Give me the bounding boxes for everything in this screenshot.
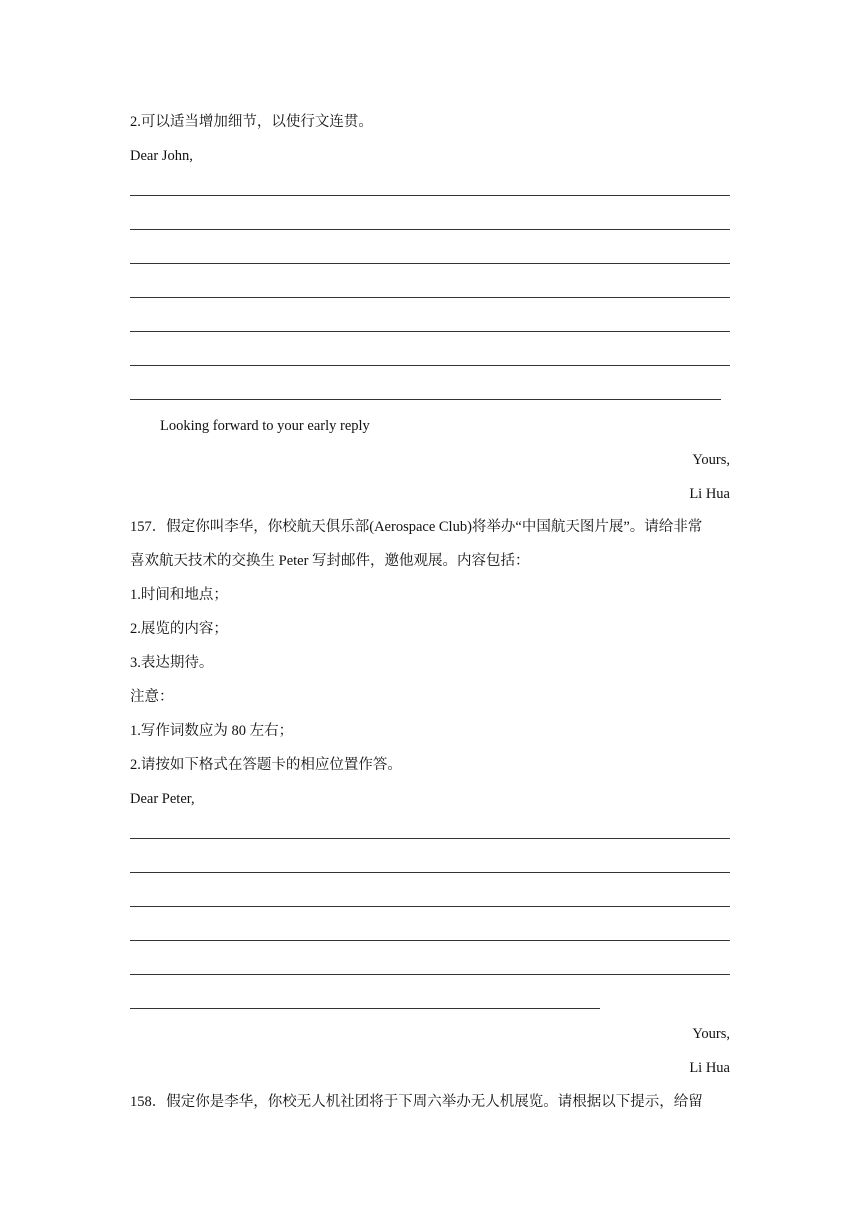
closing-line: Looking forward to your early reply: [160, 418, 370, 434]
q157-prompt-line2: 喜欢航天技术的交换生 Peter 写封邮件，邀他观展。内容包括：: [130, 553, 530, 569]
answer-line: [130, 297, 730, 298]
signature-name: Li Hua: [689, 1060, 730, 1076]
signature-yours: Yours,: [692, 1026, 730, 1042]
answer-line: [130, 331, 730, 332]
greeting-peter: Dear Peter,: [130, 791, 195, 807]
answer-line: [130, 195, 730, 196]
q157-item-3: 3.表达期待。: [130, 655, 214, 671]
answer-line: [130, 974, 730, 975]
q157-item-1: 1.时间和地点；: [130, 587, 228, 603]
answer-line: [130, 872, 730, 873]
note-item-2: 2.可以适当增加细节，以使行文连贯。: [130, 114, 373, 130]
signature-name: Li Hua: [689, 486, 730, 502]
answer-line: [130, 263, 730, 264]
q158-prompt-line1: 158．假定你是李华，你校无人机社团将于下周六举办无人机展览。请根据以下提示，给留: [130, 1094, 703, 1110]
answer-line: [130, 940, 730, 941]
answer-line: [130, 906, 730, 907]
q157-item-2: 2.展览的内容；: [130, 621, 228, 637]
answer-line: [130, 365, 730, 366]
answer-line: [130, 399, 721, 400]
q157-notice-1: 1.写作词数应为 80 左右；: [130, 723, 294, 739]
q157-prompt-line1: 157．假定你叫李华，你校航天俱乐部(Aerospace Club)将举办“中国航天图片展”。请给非常: [130, 519, 703, 535]
greeting-john: Dear John,: [130, 148, 193, 164]
q157-notice-2: 2.请按如下格式在答题卡的相应位置作答。: [130, 757, 402, 773]
answer-line: [130, 838, 730, 839]
q157-notice-title: 注意：: [130, 689, 174, 705]
signature-yours: Yours,: [692, 452, 730, 468]
answer-line: [130, 1008, 600, 1009]
answer-line: [130, 229, 730, 230]
